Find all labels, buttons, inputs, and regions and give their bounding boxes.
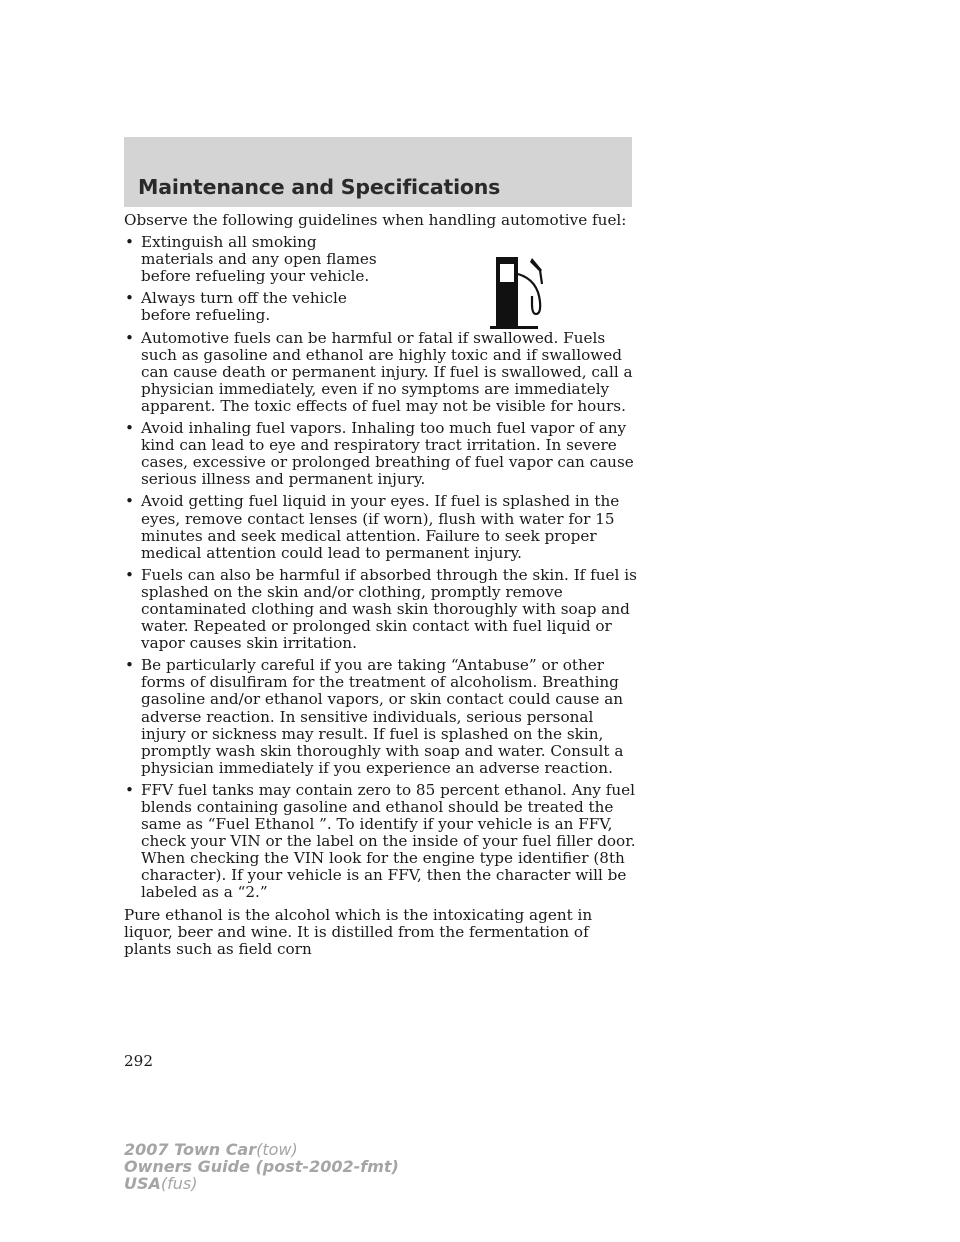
page-number: 292 bbox=[124, 1052, 153, 1070]
bullet-icon: • bbox=[125, 492, 134, 511]
bullet-icon: • bbox=[125, 656, 134, 675]
bullet-icon: • bbox=[125, 419, 134, 438]
bullet-icon: • bbox=[125, 328, 134, 347]
list-item: • Extinguish all smoking materials and any open flames before refueling your vehicle. bbox=[125, 233, 377, 286]
list-item: • FFV fuel tanks may contain zero to 85 percent ethanol. Any fuel blends containing gasoline and ethanol should be treated the same as “Fuel Ethanol ”. To identify if your vehicle is an FFV, check your VIN or the label on the inside of your fuel filler door. When checking the VIN look for the engine type identifier (8th character). If your vehicle is an FFV, then the character will be labeled as a “2.” bbox=[125, 780, 636, 902]
list-item: • Avoid inhaling fuel vapors. Inhaling too much fuel vapor of any kind can lead to eye and respiratory tract irritation. In severe cases, excessive or prolonged breathing of fuel vapor can cause serious illness and permanent injury. bbox=[125, 419, 634, 489]
list-item: • Always turn off the vehicle before refueling. bbox=[125, 289, 347, 325]
list-item: • Be particularly careful if you are taking “Antabuse” or other forms of disulfiram for the treatment of alcoholism. Breathing gasoline and/or ethanol vapors, or skin contact could cause an adverse reaction. In sensitive individuals, serious personal injury or sickness may result. If fuel is splashed on the skin, promptly wash skin thoroughly with soap and water. Consult a physician immediately if you experience an adverse reaction. bbox=[125, 656, 624, 777]
footer-line-2: Owners Guide (post-2002-fmt) bbox=[124, 1157, 399, 1176]
section-title: Maintenance and Specifications bbox=[138, 175, 501, 199]
bullet-icon: • bbox=[125, 565, 134, 584]
bullet-icon: • bbox=[125, 289, 134, 308]
body-text bbox=[124, 212, 640, 958]
list-item: • Fuels can also be harmful if absorbed through the skin. If fuel is splashed on the skin and/or clothing, promptly remove contaminated clothing and wash skin thoroughly with soap and water. Repeated or prolonged skin contact with fuel liquid or vapor causes skin irritation. bbox=[125, 565, 637, 653]
bullet-icon: • bbox=[125, 780, 134, 799]
intro-paragraph: Observe the following guidelines when handling automotive fuel: bbox=[124, 211, 627, 229]
fuel-guidelines-list bbox=[124, 234, 640, 901]
section-header-band bbox=[124, 137, 632, 207]
bullet-icon: • bbox=[125, 233, 134, 252]
document-footer bbox=[124, 1141, 399, 1192]
footer-line-3: USA(fus) bbox=[124, 1174, 198, 1193]
list-item: • Automotive fuels can be harmful or fatal if swallowed. Fuels such as gasoline and ethanol are highly toxic and if swallowed can cause death or permanent injury. If fuel is swallowed, call a physician immediately, even if no symptoms are immediately apparent. The toxic effects of fuel may not be visible for hours. bbox=[125, 328, 633, 415]
closing-paragraph: Pure ethanol is the alcohol which is the intoxicating agent in liquor, beer and wine. It is distilled from the fermentation of plants such as field corn bbox=[124, 905, 593, 958]
footer-line-1: 2007 Town Car(tow) bbox=[124, 1140, 298, 1159]
list-item: • Avoid getting fuel liquid in your eyes. If fuel is splashed in the eyes, remove contact lenses (if worn), flush with water for 15 minutes and seek medical attention. Failure to seek proper medical attention could lead to permanent injury. bbox=[125, 492, 620, 562]
